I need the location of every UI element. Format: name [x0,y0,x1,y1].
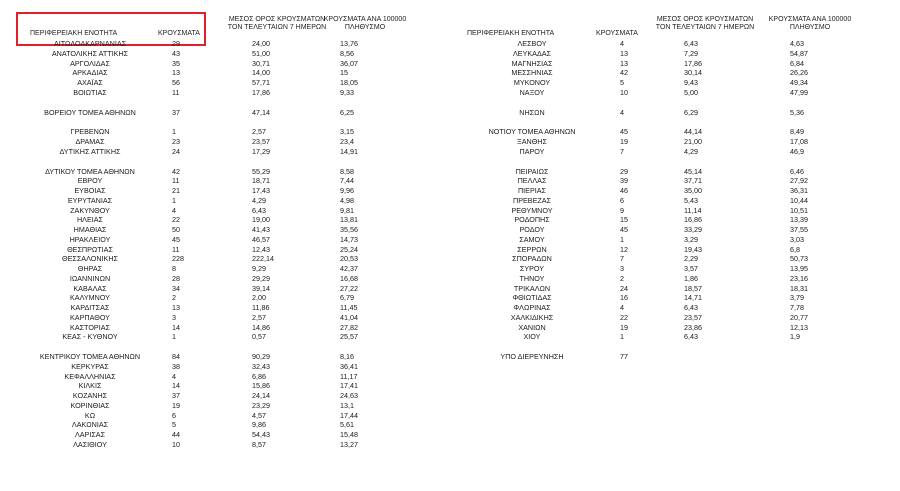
per-capita-value: 8,49 [790,127,804,137]
region-name: ΣΠΟΡΑΔΩΝ [512,254,552,264]
cases-value: 13 [620,58,628,68]
cases-value: 77 [620,352,628,361]
avg-value: 4,57 [252,410,266,420]
region-name: ΚΟΖΑΝΗΣ [72,391,108,400]
cases-value: 4 [620,303,624,312]
per-capita-value: 15,48 [340,430,358,439]
per-capita-value: 6,46 [790,166,804,176]
avg-value: 18,57 [684,283,702,293]
per-capita-value: 11,45 [340,303,358,312]
cases-value: 16 [620,293,628,303]
cases-value: 37 [172,391,180,400]
cases-value: 46 [620,186,628,195]
cases-value: 12 [620,244,628,254]
cases-value: 42 [620,68,628,78]
region-name: ΚΑΡΔΙΤΣΑΣ [70,303,110,312]
region-name: ΚΙΛΚΙΣ [78,381,102,391]
cases-value: 10 [620,87,628,97]
region-name: ΧΑΝΙΩΝ [518,322,546,332]
region-name: ΛΕΣΒΟΥ [517,39,547,48]
cases-value: 4 [620,39,624,48]
region-name: ΘΗΡΑΣ [77,264,103,273]
cases-value: 7 [620,146,624,156]
per-capita-value: 27,22 [340,283,358,293]
cases-value: 6 [172,410,176,420]
per-capita-value: 12,13 [790,322,808,332]
avg-value: 14,71 [684,293,702,303]
cases-value: 24 [172,146,180,156]
region-name: ΜΑΓΝΗΣΙΑΣ [511,58,553,68]
cases-value: 84 [172,352,180,361]
per-capita-value: 9,33 [340,87,354,97]
per-capita-value: 35,56 [340,225,358,234]
cases-value: 13 [172,68,180,78]
cases-value: 24 [620,283,628,293]
cases-value: 3 [620,264,624,273]
cases-value: 14 [172,322,180,332]
region-name: ΛΑΚΩΝΙΑΣ [71,420,109,430]
avg-value: 9,43 [684,78,698,87]
per-capita-value: 13,81 [340,215,358,225]
per-capita-value: 13,27 [340,439,358,449]
avg-value: 24,00 [252,39,270,48]
cases-value: 11 [172,244,180,254]
per-capita-value: 36,31 [790,186,808,195]
region-name: ΔΡΑΜΑΣ [75,137,105,146]
cases-value: 6 [620,195,624,205]
avg-value: 2,57 [252,127,266,137]
region-name: ΞΑΝΘΗΣ [517,137,547,146]
region-name: ΡΟΔΟΠΗΣ [514,215,550,225]
header-per-left-2: ΠΛΗΘΥΣΜΟ [344,24,386,31]
cases-value: 34 [172,283,180,293]
avg-value: 57,71 [252,78,270,87]
avg-value: 55,29 [252,166,270,176]
cases-value: 228 [172,254,184,264]
region-name: ΑΝΑΤΟΛΙΚΗΣ ΑΤΤΙΚΗΣ [51,48,129,58]
avg-value: 30,71 [252,58,270,68]
avg-value: 0,57 [252,332,266,342]
per-capita-value: 6,79 [340,293,354,303]
avg-value: 2,29 [684,254,698,264]
region-name: ΑΙΤΩΛΟΑΚΑΡΝΑΝΙΑΣ [53,39,127,48]
avg-value: 30,14 [684,68,702,78]
avg-value: 9,86 [252,420,266,430]
cases-value: 1 [172,127,176,137]
cases-value: 45 [620,127,628,137]
region-name: ΕΥΒΟΙΑΣ [74,186,106,195]
avg-value: 8,57 [252,439,266,449]
avg-value: 35,00 [684,186,702,195]
cases-value: 4 [172,371,176,381]
per-capita-value: 9,96 [340,186,354,195]
region-name: ΡΟΔΟΥ [519,225,545,234]
avg-value: 23,57 [252,137,270,146]
avg-value: 41,43 [252,225,270,234]
region-name: ΧΑΛΚΙΔΙΚΗΣ [510,312,554,322]
cases-value: 50 [172,225,180,234]
per-capita-value: 46,9 [790,146,804,156]
region-name: ΤΗΝΟΥ [519,273,545,283]
region-name: ΚΕΑΣ - ΚΥΘΝΟΥ [62,332,118,342]
per-capita-value: 25,24 [340,244,358,254]
region-name: ΖΑΚΥΝΘΟΥ [70,205,110,215]
avg-value: 14,00 [252,68,270,78]
avg-value: 21,00 [684,137,702,146]
cases-value: 45 [172,234,180,244]
avg-value: 19,43 [684,244,702,254]
region-name: ΝΗΣΩΝ [519,107,545,117]
region-name: ΕΥΡΥΤΑΝΙΑΣ [67,195,113,205]
region-name: ΦΘΙΩΤΙΔΑΣ [512,293,552,303]
cases-value: 28 [172,273,180,283]
per-capita-value: 16,68 [340,273,358,283]
avg-value: 11,14 [684,205,702,215]
cases-value: 38 [172,361,180,371]
cases-value: 45 [620,225,628,234]
per-capita-value: 13,39 [790,215,808,225]
avg-value: 6,86 [252,371,266,381]
avg-value: 23,29 [252,400,270,410]
per-capita-value: 6,8 [790,244,800,254]
per-capita-value: 23,4 [340,137,354,146]
cases-value: 4 [620,107,624,117]
per-capita-value: 27,92 [790,176,808,186]
avg-value: 3,57 [684,264,698,273]
cases-value: 11 [172,87,180,97]
region-name: ΚΕΝΤΡΙΚΟΥ ΤΟΜΕΑ ΑΘΗΝΩΝ [39,352,141,361]
region-name: ΥΠΟ ΔΙΕΡΕΥΝΗΣΗ [500,352,564,361]
avg-value: 4,29 [684,146,698,156]
avg-value: 90,29 [252,352,270,361]
avg-value: 6,43 [684,303,698,312]
region-name: ΗΛΕΙΑΣ [76,215,104,225]
per-capita-value: 37,55 [790,225,808,234]
cases-value: 19 [620,322,628,332]
cases-value: 15 [620,215,628,225]
per-capita-value: 14,91 [340,146,358,156]
region-name: ΠΑΡΟΥ [519,146,545,156]
cases-value: 14 [172,381,180,391]
per-capita-value: 50,73 [790,254,808,264]
cases-value: 56 [172,78,180,87]
per-capita-value: 10,44 [790,195,808,205]
cases-value: 29 [620,166,628,176]
avg-value: 17,29 [252,146,270,156]
avg-value: 12,43 [252,244,270,254]
cases-value: 13 [620,48,628,58]
per-capita-value: 11,17 [340,371,358,381]
cases-value: 11 [172,176,180,186]
cases-value: 22 [620,312,628,322]
per-capita-value: 5,36 [790,107,804,117]
region-name: ΠΡΕΒΕΖΑΣ [513,195,551,205]
per-capita-value: 4,98 [340,195,354,205]
per-capita-value: 8,16 [340,352,354,361]
avg-value: 16,86 [684,215,702,225]
cases-value: 5 [620,78,624,87]
region-name: ΑΡΓΟΛΙΔΑΣ [70,58,110,68]
avg-value: 19,00 [252,215,270,225]
cases-value: 29 [172,39,180,48]
per-capita-value: 8,58 [340,166,354,176]
cases-value: 7 [620,254,624,264]
avg-value: 3,29 [684,234,698,244]
per-capita-value: 3,15 [340,127,354,137]
region-name: ΣΕΡΡΩΝ [517,244,547,254]
per-capita-value: 24,63 [340,391,358,400]
per-capita-value: 17,41 [340,381,358,391]
per-capita-value: 54,87 [790,48,808,58]
cases-value: 9 [620,205,624,215]
region-name: ΠΕΛΛΑΣ [517,176,547,186]
region-name: ΚΑΣΤΟΡΙΑΣ [70,322,110,332]
region-name: ΔΥΤΙΚΗΣ ΑΤΤΙΚΗΣ [59,146,121,156]
region-name: ΘΕΣΣΑΛΟΝΙΚΗΣ [62,254,118,264]
avg-value: 5,00 [684,87,698,97]
avg-value: 33,29 [684,225,702,234]
header-avg-right-1: ΜΕΣΟΣ ΟΡΟΣ ΚΡΟΥΣΜΑΤΩΝ [656,16,754,23]
per-capita-value: 36,07 [340,58,358,68]
region-name: ΗΜΑΘΙΑΣ [73,225,107,234]
avg-value: 23,57 [684,312,702,322]
cases-value: 19 [620,137,628,146]
avg-value: 32,43 [252,361,270,371]
region-name: ΓΡΕΒΕΝΩΝ [70,127,110,137]
avg-value: 5,43 [684,195,698,205]
header-per-right-1: ΚΡΟΥΣΜΑΤΑ ΑΝΑ 100000 [768,16,852,23]
region-name: ΚΟΡΙΝΘΙΑΣ [70,400,110,410]
avg-value: 39,14 [252,283,270,293]
avg-value: 7,29 [684,48,698,58]
per-capita-value: 6,25 [340,107,354,117]
avg-value: 6,43 [252,205,266,215]
region-name: ΕΒΡΟΥ [77,176,103,186]
avg-value: 17,86 [684,58,702,68]
avg-value: 14,86 [252,322,270,332]
region-name: ΝΑΞΟΥ [519,87,545,97]
per-capita-value: 49,34 [790,78,808,87]
per-capita-value: 36,41 [340,361,358,371]
per-capita-value: 3,03 [790,234,804,244]
avg-value: 2,57 [252,312,266,322]
per-capita-value: 42,37 [340,264,358,273]
region-name: ΛΑΡΙΣΑΣ [74,430,106,439]
cases-value: 13 [172,303,180,312]
per-capita-value: 17,44 [340,410,358,420]
avg-value: 18,71 [252,176,270,186]
region-name: ΗΡΑΚΛΕΙΟΥ [69,234,111,244]
cases-value: 22 [172,215,180,225]
avg-value: 44,14 [684,127,702,137]
avg-value: 29,29 [252,273,270,283]
per-capita-value: 23,16 [790,273,808,283]
header-per-right-2: ΠΛΗΘΥΣΜΟ [789,24,831,31]
region-name: ΚΕΦΑΛΛΗΝΙΑΣ [64,371,116,381]
region-name: ΚΕΡΚΥΡΑΣ [71,361,109,371]
cases-value: 1 [620,234,624,244]
header-region-right: ΠΕΡΙΦΕΡΕΙΑΚΗ ΕΝΟΤΗΤΑ [467,30,555,37]
region-name: ΑΧΑΪΑΣ [77,78,103,87]
per-capita-value: 14,73 [340,234,358,244]
cases-value: 5 [172,420,176,430]
avg-value: 24,14 [252,391,270,400]
region-name: ΒΟΙΩΤΙΑΣ [73,87,107,97]
per-capita-value: 3,79 [790,293,804,303]
region-name: ΣΑΜΟΥ [519,234,545,244]
cases-value: 35 [172,58,180,68]
region-name: ΚΩ [84,410,96,420]
per-capita-value: 27,82 [340,322,358,332]
avg-value: 1,86 [684,273,698,283]
per-capita-value: 5,61 [340,420,354,430]
region-name: ΚΑΒΑΛΑΣ [73,283,107,293]
region-name: ΛΕΥΚΑΔΑΣ [512,48,551,58]
avg-value: 6,43 [684,332,698,342]
per-capita-value: 7,78 [790,303,804,312]
cases-value: 21 [172,186,180,195]
header-cases-left: ΚΡΟΥΣΜΑΤΑ [158,30,200,37]
region-name: ΠΙΕΡΙΑΣ [517,186,546,195]
avg-value: 15,86 [252,381,270,391]
avg-value: 37,71 [684,176,702,186]
header-avg-left-1: ΜΕΣΟΣ ΟΡΟΣ ΚΡΟΥΣΜΑΤΩΝ [228,16,326,23]
header-region-left: ΠΕΡΙΦΕΡΕΙΑΚΗ ΕΝΟΤΗΤΑ [30,30,118,37]
per-capita-value: 6,84 [790,58,804,68]
per-capita-value: 41,04 [340,312,358,322]
per-capita-value: 1,9 [790,332,800,342]
avg-value: 47,14 [252,107,270,117]
header-avg-left-2: ΤΟΝ ΤΕΛΕΥΤΑΙΩΝ 7 ΗΜΕΡΩΝ [227,24,327,31]
per-capita-value: 13,76 [340,39,358,48]
region-name: ΝΟΤΙΟΥ ΤΟΜΕΑ ΑΘΗΝΩΝ [488,127,576,137]
avg-value: 17,86 [252,87,270,97]
avg-value: 11,86 [252,303,270,312]
region-name: ΦΛΩΡΙΝΑΣ [513,303,551,312]
cases-value: 3 [172,312,176,322]
cases-value: 42 [172,166,180,176]
region-name: ΚΑΡΠΑΘΟΥ [70,312,110,322]
per-capita-value: 10,51 [790,205,808,215]
per-capita-value: 17,08 [790,137,808,146]
avg-value: 51,00 [252,48,270,58]
per-capita-value: 13,1 [340,400,354,410]
region-name: ΣΥΡΟΥ [519,264,545,273]
avg-value: 6,29 [684,107,698,117]
cases-value: 1 [172,195,176,205]
cases-value: 8 [172,264,176,273]
header-per-left-1: ΚΡΟΥΣΜΑΤΑ ΑΝΑ 100000 [323,16,407,23]
cases-value: 23 [172,137,180,146]
per-capita-value: 9,81 [340,205,354,215]
cases-value: 4 [172,205,176,215]
header-cases-right: ΚΡΟΥΣΜΑΤΑ [596,30,638,37]
cases-value: 39 [620,176,628,186]
cases-value: 2 [172,293,176,303]
region-name: ΑΡΚΑΔΙΑΣ [72,68,108,78]
region-name: ΜΥΚΟΝΟΥ [513,78,551,87]
per-capita-value: 7,44 [340,176,354,186]
per-capita-value: 20,53 [340,254,358,264]
cases-value: 1 [620,332,624,342]
cases-value: 10 [172,439,180,449]
region-name: ΒΟΡΕΙΟΥ ΤΟΜΕΑ ΑΘΗΝΩΝ [44,107,136,117]
per-capita-value: 13,95 [790,264,808,273]
per-capita-value: 15 [340,68,348,78]
region-name: ΜΕΣΣΗΝΙΑΣ [511,68,553,78]
region-name: ΤΡΙΚΑΛΩΝ [513,283,551,293]
avg-value: 6,43 [684,39,698,48]
cases-value: 19 [172,400,180,410]
header-avg-right-2: ΤΟΝ ΤΕΛΕΥΤΑΙΩΝ 7 ΗΜΕΡΩΝ [655,24,755,31]
cases-value: 37 [172,107,180,117]
region-name: ΚΑΛΥΜΝΟΥ [70,293,110,303]
region-name: ΙΩΑΝΝΙΝΩΝ [69,273,111,283]
per-capita-value: 26,26 [790,68,808,78]
avg-value: 54,43 [252,430,270,439]
per-capita-value: 47,99 [790,87,808,97]
region-name: ΠΕΙΡΑΙΩΣ [515,166,549,176]
avg-value: 2,00 [252,293,266,303]
region-name: ΔΥΤΙΚΟΥ ΤΟΜΕΑ ΑΘΗΝΩΝ [45,166,135,176]
region-name: ΡΕΘΥΜΝΟΥ [511,205,553,215]
region-name: ΘΕΣΠΡΩΤΙΑΣ [67,244,113,254]
avg-value: 4,29 [252,195,266,205]
avg-value: 46,57 [252,234,270,244]
per-capita-value: 4,63 [790,39,804,48]
avg-value: 45,14 [684,166,702,176]
avg-value: 9,29 [252,264,266,273]
region-name: ΛΑΣΙΘΙΟΥ [73,439,107,449]
cases-value: 43 [172,48,180,58]
cases-value: 44 [172,430,180,439]
per-capita-value: 8,56 [340,48,354,58]
per-capita-value: 18,05 [340,78,358,87]
per-capita-value: 25,57 [340,332,358,342]
per-capita-value: 20,77 [790,312,808,322]
per-capita-value: 18,31 [790,283,808,293]
avg-value: 17,43 [252,186,270,195]
avg-value: 222,14 [252,254,274,264]
region-name: ΧΙΟΥ [523,332,541,342]
avg-value: 23,86 [684,322,702,332]
cases-value: 1 [172,332,176,342]
cases-value: 2 [620,273,624,283]
